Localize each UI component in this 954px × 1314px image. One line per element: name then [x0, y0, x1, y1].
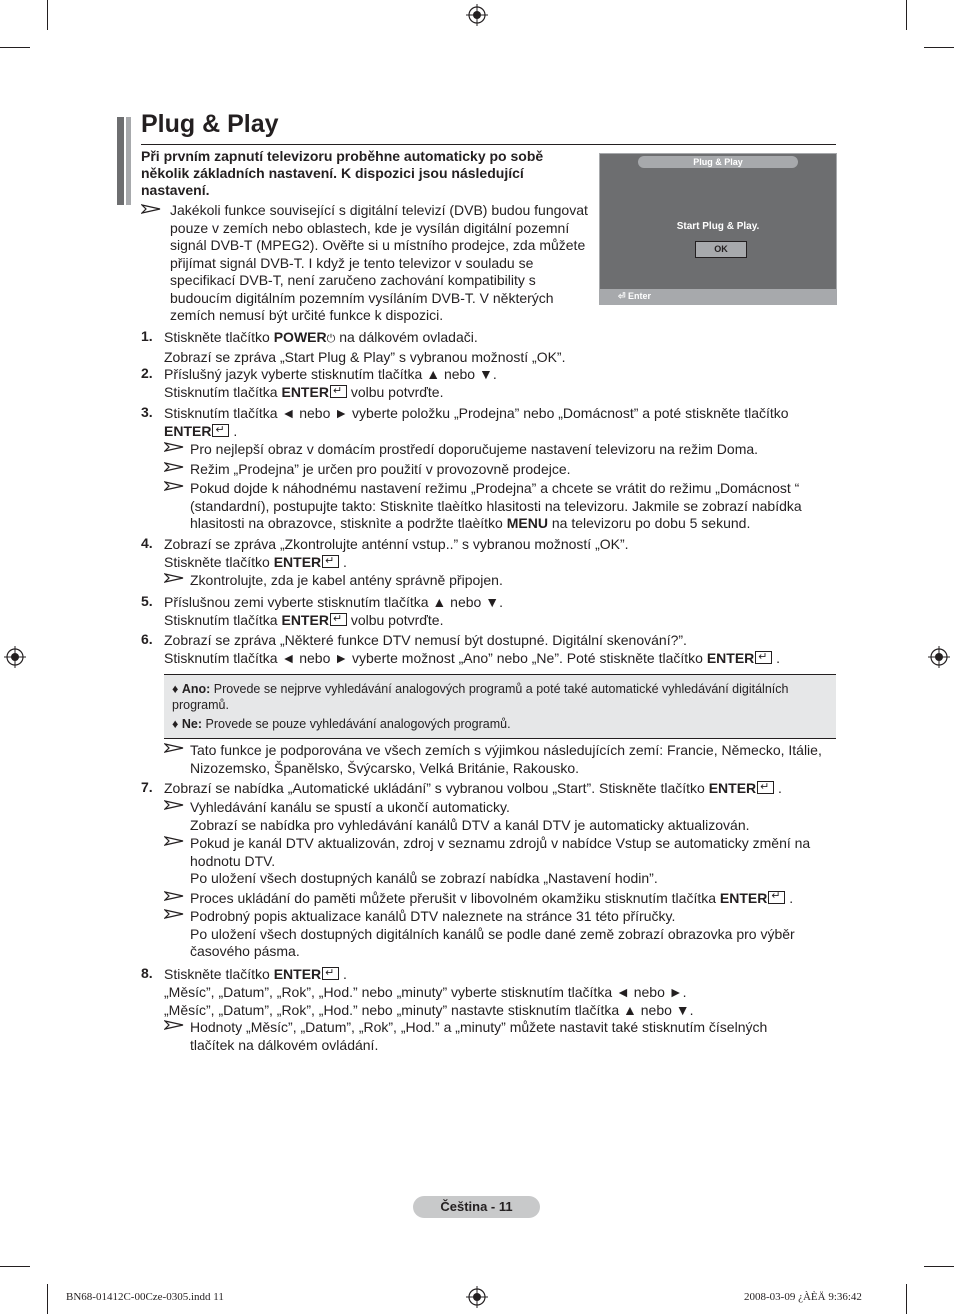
enter-label: ENTER: [281, 384, 329, 400]
step-text: Příslušnou zemi vyberte stisknutím tlačítka ▲ nebo ▼.: [164, 594, 503, 610]
crop-mark: [906, 1284, 907, 1314]
crop-mark: [924, 1266, 954, 1267]
enter-label: ENTER: [719, 890, 768, 906]
step-number: 3.: [141, 404, 153, 420]
step-number: 5.: [141, 593, 153, 609]
step-text: .: [772, 650, 781, 666]
note-text: Tato funkce je podporována ve všech zemích s výjimkou následujících zemí: Francie, Německo, Itálie, Nizozemsko, Španělsko, Švýcarsko, Velká Británie, Rakousko.: [190, 742, 822, 776]
enter-icon: [755, 651, 772, 664]
tv-screen-illustration: [599, 153, 837, 305]
bullet-icon: ♦: [172, 682, 182, 696]
option-text: Provede se pouze vyhledávání analogových programů.: [202, 717, 511, 731]
enter-label: ENTER: [281, 612, 329, 628]
footer-filename: BN68-01412C-00Cze-0305.indd 11: [66, 1291, 224, 1303]
note-text: [190, 835, 836, 888]
note-text: Pro nejlepší obraz v domácím prostředí doporučujeme nastavení televizoru na režim Doma.: [190, 441, 759, 457]
intro-text: Při prvním zapnutí televizoru proběhne automaticky po sobě několik základních nastavení. K dispozici jsou následující nastavení.: [141, 148, 544, 198]
note-part: Pokud dojde k náhodnému nastavení režimu „Prodejna” a chcete se vrátit do režimu „Domácnost “ (standardní), postupujte takto: Stisknìte tlaèítko hlasitosti na televizoru. Jakmile se zobrazí nabídka hlasitosti na obrazovce, stisknìte a podržte tlaèítko: [190, 480, 802, 531]
power-icon: ⏻: [326, 333, 336, 345]
screen-message: Start Plug & Play.: [676, 221, 760, 232]
enter-icon: [322, 967, 339, 980]
bullet-icon: ♦: [172, 717, 182, 731]
step-text: Stisknutím tlačítka: [164, 612, 282, 628]
note-line: Zobrazí se nabídka pro vyhledávání kanálů DTV a kanál DTV je automaticky aktualizován.: [190, 816, 750, 833]
step-text: „Měsíc”, „Datum”, „Rok”, „Hod.” nebo „minuty” nastavte stisknutím tlačítka ▲ nebo ▼.: [164, 1002, 694, 1018]
note-arrow-icon: [164, 573, 184, 583]
step-text: .: [339, 554, 347, 570]
step-text: Stisknutím tlačítka ◄ nebo ► vyberte možnost „Ano” nebo „Ne”. Poté stiskněte tlačítko: [164, 650, 707, 666]
step-4: [164, 535, 834, 571]
crop-mark: [0, 47, 30, 48]
step-text: .: [339, 966, 347, 982]
step-text: Stiskněte tlačítko: [164, 554, 274, 570]
crop-mark: [47, 0, 48, 30]
page-number-badge: Čeština - 11: [413, 1196, 540, 1218]
note-text: Režim „Prodejna” je určen pro použití v provozovně prodejce.: [190, 461, 571, 477]
note-line: Vyhledávání kanálu se spustí a ukončí automaticky.: [190, 799, 510, 815]
title-rule: [141, 144, 836, 145]
power-label: POWER: [273, 329, 327, 345]
note-arrow-icon: [164, 836, 184, 846]
note-text: [190, 799, 836, 834]
note-arrow-icon: [141, 204, 161, 214]
step-text: volbu potvrďte.: [346, 384, 444, 400]
screen-ok-button: OK: [695, 241, 747, 258]
note-part: na televizoru po dobu 5 sekund.: [547, 515, 751, 531]
step-text: Zobrazí se nabídka „Automatické ukládání” s vybranou volbou „Start”. Stiskněte tlačítko: [164, 780, 709, 796]
enter-icon: [212, 424, 229, 437]
screen-header: Plug & Play: [638, 156, 798, 168]
enter-icon: ⏎: [618, 291, 629, 301]
step-text: .: [774, 780, 782, 796]
option-label: Ne:: [181, 717, 203, 731]
intro-note: Jakékoli funkce související s digitální televizí (DVB) budou fungovat pouze v zemích nebo oblastech, kde je vysílán digitální pozemní signál DVB-T (MPEG2). Ověřte si u místního prodejce, zda můžete přijímat signál DVB-T. I když je tento televizor v souladu se specifikací DVB-T, není zaručeno zachování kompatibility s budoucím digitálním pozemním vysíláním DVB-T. V některých zemích nemusí být určité funkce k dispozici.: [170, 202, 588, 323]
registration-mark-icon: [4, 646, 26, 668]
note-arrow-icon: [164, 481, 184, 491]
step-text: Příslušný jazyk vyberte stisknutím tlačítka ▲ nebo ▼.: [164, 366, 497, 382]
step-text: Zobrazí se zpráva „Start Plug & Play” s vybranou možností „OK”.: [164, 349, 566, 365]
note-arrow-icon: [164, 891, 184, 901]
step-text: .: [229, 423, 238, 439]
note-text: Hodnoty „Měsíc”, „Datum”, „Rok”, „Hod.” a „minuty” můžete nastavit také stisknutím číselných tlačítek na dálkovém ovládání.: [190, 1019, 768, 1053]
step-text: Zobrazí se zpráva „Zkontrolujte anténní vstup..” s vybranou možností „OK”.: [164, 536, 629, 552]
note-line: Po uložení všech dostupných kanálů se zobrazí nabídka „Nastavení hodin”.: [190, 870, 658, 886]
note-line: Po uložení všech dostupných digitálních kanálů se podle dané země zobrazí obrazovka pro výběr časového pásma.: [190, 925, 795, 959]
step-3: [164, 404, 836, 440]
page-title: Plug & Play: [141, 110, 279, 138]
note-arrow-icon: [164, 442, 184, 452]
step-text: Stisknutím tlačítka: [164, 384, 282, 400]
crop-mark: [0, 1266, 30, 1267]
step-text: Stiskněte tlačítko: [164, 966, 274, 982]
note-part: .: [785, 890, 794, 906]
crop-mark: [906, 0, 907, 30]
enter-icon: [322, 555, 339, 568]
step-number: 2.: [141, 365, 153, 381]
step-text: Stiskněte tlačítko: [164, 329, 274, 345]
enter-label: ENTER: [164, 423, 212, 439]
enter-icon: [330, 613, 347, 626]
screen-footer-label: Enter: [628, 291, 652, 301]
screen-footer: [600, 289, 836, 304]
step-text: na dálkovém ovladači.: [335, 329, 478, 345]
enter-label: ENTER: [273, 966, 322, 982]
footer-timestamp: 2008-03-09 ¿ÀÈÄ 9:36:42: [744, 1291, 862, 1303]
step-number: 7.: [141, 779, 153, 795]
option-text: Provede se nejprve vyhledávání analogových programů a poté také automatické vyhledávání digitálních programů.: [172, 682, 789, 712]
enter-label: ENTER: [273, 554, 322, 570]
crop-mark: [924, 47, 954, 48]
note-arrow-icon: [164, 800, 184, 810]
note-line: Podrobný popis aktualizace kanálů DTV naleznete na stránce 31 této příručky.: [190, 908, 676, 924]
enter-icon: [768, 891, 785, 904]
step-number: 8.: [141, 965, 153, 981]
enter-label: ENTER: [708, 780, 757, 796]
registration-mark-icon: [466, 4, 488, 26]
registration-mark-icon: [466, 1286, 488, 1308]
enter-label: ENTER: [706, 650, 755, 666]
note-text: [190, 890, 836, 908]
menu-label: MENU: [506, 515, 548, 531]
note-arrow-icon: [164, 909, 184, 919]
step-number: 1.: [141, 328, 153, 344]
step-text: volbu potvrďte.: [346, 612, 444, 628]
note-line: Pokud je kanál DTV aktualizován, zdroj v seznamu zdrojů v nabídce Vstup se automaticky změní na hodnotu DTV.: [190, 835, 811, 869]
step-6: [164, 631, 836, 667]
step-1: [164, 328, 834, 366]
note-text: [190, 908, 836, 961]
step-5: [164, 593, 834, 629]
step-text: Stisknutím tlačítka ◄ nebo ► vyberte položku „Prodejna” nebo „Domácnost” a poté stiskněte tlačítko: [164, 405, 789, 421]
step-2: [164, 365, 834, 401]
step-8: [164, 965, 836, 1019]
step-text: Zobrazí se zpráva „Některé funkce DTV nemusí být dostupné. Digitální skenování?”.: [164, 632, 687, 648]
crop-mark: [47, 1284, 48, 1314]
options-box: [164, 674, 836, 739]
enter-icon: [330, 385, 347, 398]
step-number: 6.: [141, 631, 153, 647]
step-number: 4.: [141, 535, 153, 551]
note-text: [190, 480, 836, 533]
step-text: „Měsíc”, „Datum”, „Rok”, „Hod.” nebo „minuty” vyberte stisknutím tlačítka ◄ nebo ►.: [164, 984, 687, 1000]
note-text: Zkontrolujte, zda je kabel antény správně připojen.: [190, 572, 503, 588]
note-arrow-icon: [164, 743, 184, 753]
note-part: Proces ukládání do paměti můžete přerušit v libovolném okamžiku stisknutím tlačítka: [190, 890, 720, 906]
enter-icon: [757, 781, 774, 794]
option-label: Ano:: [181, 682, 211, 696]
step-7: [164, 779, 836, 797]
note-arrow-icon: [164, 1020, 184, 1030]
note-arrow-icon: [164, 462, 184, 472]
registration-mark-icon: [928, 646, 950, 668]
